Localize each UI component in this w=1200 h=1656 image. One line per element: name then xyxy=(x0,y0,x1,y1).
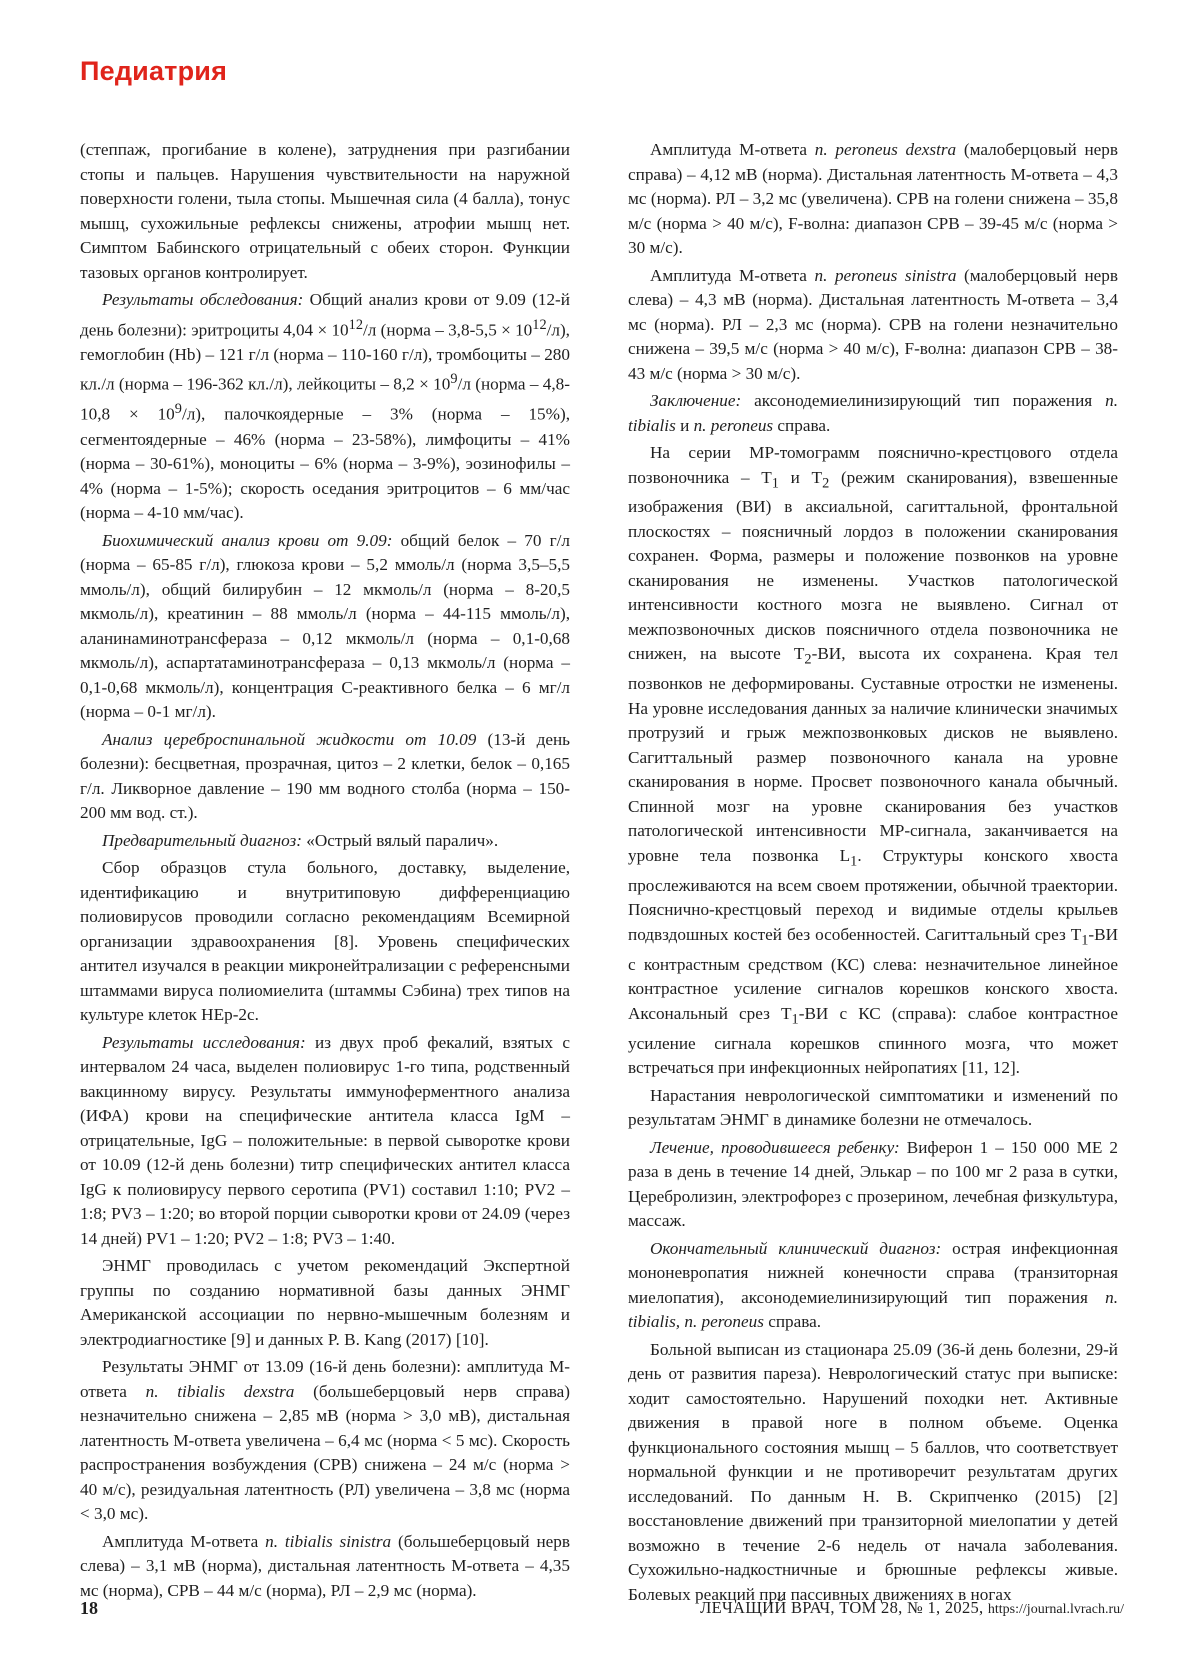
paragraph xyxy=(628,264,1118,387)
paragraph-text: Виферон 1 – 150 000 МЕ 2 раза в день в течение 14 дней, Элькар – по 100 мг 2 раза в сутки, Церебролизин, электрофорез с прозерином, лечебная физкультура, массаж. xyxy=(628,1137,1118,1231)
paragraph-label: Заключение: xyxy=(650,391,742,410)
journal-url: https://journal.lvrach.ru/ xyxy=(987,1602,1124,1617)
paragraph-text: справа. xyxy=(773,415,831,435)
paragraph-text: Результаты ЭНМГ от 13.09 (16-й день болезни): амплитуда М-ответа xyxy=(80,1357,570,1401)
paragraph-label: Биохимический анализ крови от 9.09: xyxy=(102,530,393,550)
left-column xyxy=(80,138,570,1606)
paragraph xyxy=(80,529,570,725)
paragraph-text: (малоберцовый нерв слева) – 4,3 мВ (норма). Дистальная латентность М-ответа – 3,4 мс (норма). РЛ – 2,3 мс (норма). СРВ на голени незначительно снижена – 39,5 м/с (норма > 40 м/с), F-волна: диапазон СРВ – 38-43 м/с (норма > 30 м/с). xyxy=(628,265,1118,383)
subscript: 1 xyxy=(771,474,779,491)
subscript: 2 xyxy=(804,651,812,668)
paragraph-text: Амплитуда М-ответа xyxy=(102,1531,266,1551)
page-number: 18 xyxy=(80,1598,98,1618)
paragraph xyxy=(80,288,570,526)
paragraph-text: Больной выписан из стационара 25.09 (36-й день болезни, 29-й день от развития пареза). Неврологический статус при выписке: ходит самостоятельно. Нарушений походки нет. Активные движения в правой ноге в полном объеме. Оценка функционального состояния мышц – 5 баллов, что соответствует нормальной функции и не противоречит результатам других исследований. По данным Н. В. Скрипченко (2015) [2] восстановление движений при транзиторной миелопатии у детей возможно в течение 2-6 недель от начала заболевания. Сухожильно-надкостничные и брюшные рефлексы живые. Болевых реакций при пассивных движениях в ногах xyxy=(628,1339,1118,1604)
nerve-name: n. peroneus dexstra xyxy=(814,140,957,159)
paragraph-label: Окончательный клинический диагноз: xyxy=(650,1238,942,1258)
nerve-name: n. tibialis xyxy=(628,391,1118,435)
journal-reference xyxy=(700,1598,1124,1618)
paragraph-text: (13-й день болезни): бесцветная, прозрачная, цитоз – 2 клетки, белок – 0,165 г/л. Ликворное давление – 190 мм водного столба (норма – 150-200 мм вод. ст.). xyxy=(80,729,570,823)
paragraph-text: . Структуры конского хвоста прослеживаются на всем своем протяжении, обычной траектории. Пояснично-крестцовый переход и видимые отделы крыльев подвздошных костей без особенностей. Сагиттальный срез T xyxy=(628,845,1118,944)
paragraph-text: общий белок – 70 г/л (норма – 65-85 г/л), глюкоза крови – 5,2 ммоль/л (норма 3,5–5,5 ммоль/л), общий билирубин – 12 мкмоль/л (норма – 8-20,5 мкмоль/л), креатинин – 88 ммоль/л (норма – 44-115 ммоль/л), аланинаминотрансфераза – 0,12 мкмоль/л (норма – 0,1-0,68 мкмоль/л), аспартатаминотрансфераза – 0,13 мкмоль/л (норма – 0,1-0,68 мкмоль/л), концентрация С-реактивного белка – 6 мг/л (норма – 0-1 мг/л). xyxy=(80,530,570,722)
paragraph-text: аксонодемиелинизирующий тип поражения xyxy=(741,391,1106,410)
paragraph xyxy=(628,1338,1118,1608)
paragraph xyxy=(628,1136,1118,1234)
paragraph-text: Амплитуда М-ответа xyxy=(650,140,815,159)
paragraph-text: /л), гемоглобин (Hb) – 121 г/л (норма – 110-160 г/л), тромбоциты – 280 кл./л (норма – 196-362 кл./л), лейкоциты – 8,2 × 10 xyxy=(80,320,570,394)
paragraph xyxy=(80,1254,570,1352)
section-title: Педиатрия xyxy=(80,56,228,86)
page-footer xyxy=(80,1598,1124,1622)
paragraph xyxy=(628,1237,1118,1335)
superscript: 9 xyxy=(450,371,458,388)
superscript: 9 xyxy=(174,401,182,418)
paragraph-text: Нарастания неврологической симптоматики и изменений по результатам ЭНМГ в динамике болезни не отмечалось. xyxy=(628,1085,1118,1130)
subscript: 1 xyxy=(850,853,858,870)
paragraph-text: (режим сканирования), взвешенные изображения (ВИ) в аксиальной, сагиттальной, фронтальной плоскостях – поясничный лордоз в положении сканирования сохранен. Форма, размеры и положение позвонков на уровне сканирования не изменены. Участков патологической интенсивности костного мозга не выявлено. Сигнал от межпозвоночных дисков поясничного отдела позвоночника не снижен, на высоте T xyxy=(628,467,1118,664)
paragraph-text: -ВИ с контрастным средством (КС) слева: незначительное линейное контрастное усиление сигналов корешков конского хвоста. Аксональный срез T xyxy=(628,924,1118,1023)
paragraph-text: «Острый вялый паралич». xyxy=(301,830,499,850)
paragraph-label: Предварительный диагноз: xyxy=(102,830,302,850)
paragraph-label: Результаты исследования: xyxy=(102,1032,306,1052)
paragraph-text: /л (норма – 4,8-10,8 × 10 xyxy=(80,374,570,425)
nerve-name: n. tibialis sinistra xyxy=(265,1531,392,1551)
superscript: 12 xyxy=(532,316,547,333)
subscript: 2 xyxy=(822,474,830,491)
paragraph-text: (большеберцовый нерв справа) незначительно снижена – 2,85 мВ (норма > 3,0 мВ), дистальная латентность М-ответа увеличена – 6,4 мс (норма < 5 мс). Скорость распространения возбуждения (СРВ) снижена – 24 м/с (норма > 40 м/с), резидуальная латентность (РЛ) увеличена – 3,8 мс (норма < 3,0 мс). xyxy=(80,1381,571,1524)
paragraph-text: (большеберцовый нерв слева) – 3,1 мВ (норма), дистальная латентность М-ответа – 4,35 мс (норма), СРВ – 44 м/с (норма), РЛ – 2,9 мс (норма). xyxy=(80,1531,570,1600)
paragraph xyxy=(80,829,570,854)
paragraph-text: (степпаж, прогибание в колене), затруднения при разгибании стопы и пальцев. Нарушения чувствительности на наружной поверхности голени, тыла стопы. Мышечная сила (4 балла), тонус мышц, сухожильные рефлексы снижены, атрофии мышц нет. Симптом Бабинского отрицательный с обеих сторон. Функции тазовых органов контролирует. xyxy=(80,140,570,282)
paragraph xyxy=(628,389,1118,438)
paragraph xyxy=(80,138,570,285)
paragraph-text: Амплитуда М-ответа xyxy=(650,265,815,285)
nerve-name: n. tibialis dexstra xyxy=(145,1381,295,1401)
subscript: 1 xyxy=(1081,932,1089,949)
paragraph xyxy=(628,138,1118,261)
paragraph-text: /л), палочкоядерные – 3% (норма – 15%), сегментоядерные – 46% (норма – 23-58%), лимфоциты – 41% (норма – 30-61%), моноциты – 6% (норма – 3-9%), эозинофилы – 4% (норма – 1-5%); скорость оседания эритроцитов – 6 мм/час (норма – 4-10 мм/час). xyxy=(80,405,570,523)
paragraph xyxy=(628,1084,1118,1133)
paragraph-text: Сбор образцов стула больного, доставку, выделение, идентификацию и внутритиповую дифференциацию полиовирусов проводили согласно рекомендациям Всемирной организации здравоохранения [8]. Уровень специфических антител изучался в реакции микронейтрализации с референсными штаммами вируса полиомиелита (штаммы Сэбина) трех типов на культуре клеток НЕр-2с. xyxy=(80,858,570,1025)
paragraph-text: -ВИ, высота их сохранена. Края тел позвонков не деформированы. Суставные отростки не изменены. На уровне исследования данных за наличие клинически значимых протрузий и грыж межпозвонковых дисков не выявлено. Сагиттальный размер позвоночного канала на уровне сканирования в норме. Просвет позвоночного канала обычный. Спинной мозг на уровне сканирования без участков патологической интенсивности МР-сигнала, заканчивается на уровне тела позвонка L xyxy=(628,644,1118,865)
subscript: 1 xyxy=(791,1011,799,1028)
paragraph-text: справа. xyxy=(763,1312,822,1332)
paragraph-text: -ВИ с КС (справа): слабое контрастное усиление сигнала корешков спинного мозга, что может встречаться при инфекционных нейропатиях [11, 12]. xyxy=(628,1003,1118,1078)
paragraph-label: Анализ цереброспинальной жидкости от 10.09 xyxy=(102,729,477,749)
paragraph-text: (малоберцовый нерв справа) – 4,12 мВ (норма). Дистальная латентность М-ответа – 4,3 мс (норма). РЛ – 3,2 мс (увеличена). СРВ на голени снижена – 35,8 м/с (норма > 40 м/с), F-волна: диапазон СРВ – 39-45 м/с (норма > 30 м/с). xyxy=(628,140,1118,257)
paragraph-text: ЭНМГ проводилась с учетом рекомендаций Экспертной группы по созданию нормативной базы данных ЭНМГ Американской ассоциации по нервно-мышечным болезням и электродиагностике [9] и данных P. B. Kang (2017) [10]. xyxy=(80,1256,570,1349)
paragraph-text: и xyxy=(675,415,694,435)
paragraph-text: острая инфекционная мононевропатия нижней конечности справа (транзиторная миелопатия), аксонодемиелинизирующий тип поражения xyxy=(628,1238,1118,1307)
journal-title: ЛЕЧАЩИЙ ВРАЧ, ТОМ 28, № 1, 2025, xyxy=(700,1598,988,1617)
superscript: 12 xyxy=(348,316,363,333)
paragraph xyxy=(80,728,570,826)
paragraph xyxy=(80,856,570,1028)
nerve-name: n. peroneus xyxy=(693,415,774,435)
paragraph-text: /л (норма – 3,8-5,5 × 10 xyxy=(362,320,533,340)
paragraph xyxy=(80,1031,570,1252)
nerve-name: n. tibialis, n. peroneus xyxy=(628,1287,1118,1332)
paragraph-label: Лечение, проводившееся ребенку: xyxy=(650,1137,900,1157)
right-column xyxy=(628,138,1118,1610)
paragraph xyxy=(80,1530,570,1604)
paragraph-text: из двух проб фекалий, взятых с интервалом 24 часа, выделен полиовирус 1-го типа, родственный вакцинному вирусу. Результаты иммуноферментного анализа (ИФА) крови на специфические антитела класса IgM – отрицательные, IgG – положительные: в первой сыворотке крови от 10.09 (12-й день болезни) титр специфических антител класса IgG к полиовирусу первого серотипа (PV1) составил 1:10; PV2 – 1:8; PV3 – 1:20; во второй порции сыворотки крови от 24.09 (через 14 дней) PV1 – 1:20; PV2 – 1:8; PV3 – 1:40. xyxy=(80,1032,570,1248)
nerve-name: n. peroneus sinistra xyxy=(814,265,957,285)
paragraph-text: На серии МР-томограмм пояснично-крестцового отдела позвоночника – T xyxy=(628,443,1118,487)
paragraph-label: Результаты обследования: xyxy=(102,290,304,309)
paragraph xyxy=(80,1355,570,1527)
paragraph-text: Общий анализ крови от 9.09 (12-й день болезни): эритроциты 4,04 × 10 xyxy=(80,290,570,340)
paragraph-text: и T xyxy=(778,467,823,487)
paragraph xyxy=(628,441,1118,1081)
